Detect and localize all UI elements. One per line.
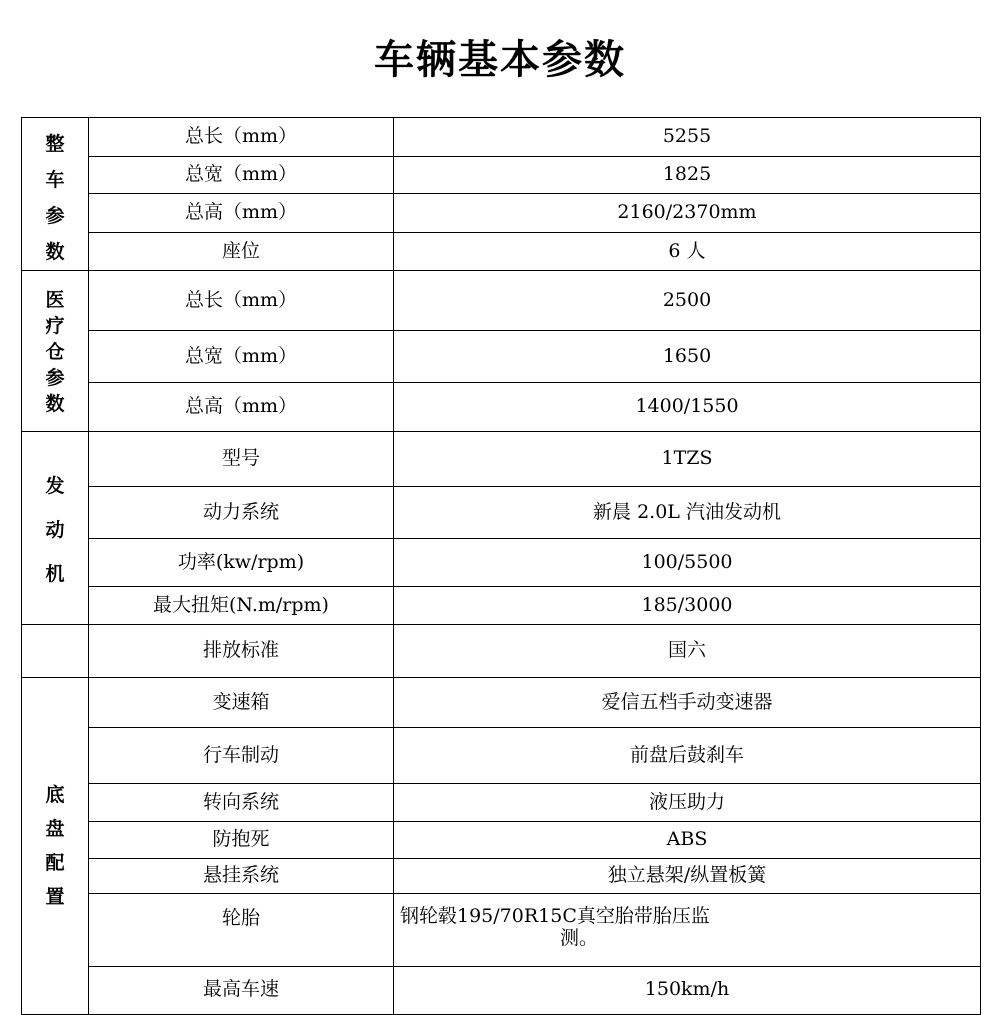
param-label: 座位 xyxy=(89,233,394,271)
param-label: 总宽（mm） xyxy=(89,157,394,194)
param-value: ABS xyxy=(394,822,981,859)
table-row xyxy=(22,678,981,728)
param-value: 5255 xyxy=(394,118,981,157)
category-label xyxy=(46,647,65,655)
param-value-line: 钢轮毂195/70R15C真空胎带胎压监 xyxy=(400,905,710,927)
table-row xyxy=(22,271,981,331)
param-value: 国六 xyxy=(394,625,981,678)
param-value: 150km/h xyxy=(394,967,981,1015)
spec-table xyxy=(21,117,981,1015)
param-label: 总长（mm） xyxy=(89,271,394,331)
param-label: 动力系统 xyxy=(89,487,394,539)
param-value: 爱信五档手动变速器 xyxy=(394,678,981,728)
table-row xyxy=(22,859,981,894)
param-label: 转向系统 xyxy=(89,784,394,822)
param-value: 新晨 2.0L 汽油发动机 xyxy=(394,487,981,539)
table-row xyxy=(22,118,981,157)
param-value: 185/3000 xyxy=(394,587,981,625)
category-cell-chassis xyxy=(22,678,89,1015)
param-value: 100/5500 xyxy=(394,539,981,587)
param-label: 总长（mm） xyxy=(89,118,394,157)
table-row xyxy=(22,539,981,587)
param-label: 排放标准 xyxy=(89,625,394,678)
param-value: 6 人 xyxy=(394,233,981,271)
param-value xyxy=(394,894,981,967)
category-cell-empty xyxy=(22,625,89,678)
param-label: 轮胎 xyxy=(89,894,394,967)
table-row xyxy=(22,157,981,194)
table-row xyxy=(22,331,981,383)
category-label: 整车参数 xyxy=(45,133,65,263)
param-value: 1825 xyxy=(394,157,981,194)
table-row xyxy=(22,894,981,967)
category-label: 底盘配置 xyxy=(45,784,65,908)
table-row xyxy=(22,625,981,678)
table-row xyxy=(22,194,981,233)
param-label: 总宽（mm） xyxy=(89,331,394,383)
param-label: 最大扭矩(N.m/rpm) xyxy=(89,587,394,625)
table-row xyxy=(22,432,981,487)
param-label: 行车制动 xyxy=(89,728,394,784)
param-label: 悬挂系统 xyxy=(89,859,394,894)
table-row xyxy=(22,728,981,784)
param-label: 最高车速 xyxy=(89,967,394,1015)
page-title: 车辆基本参数 xyxy=(374,37,626,83)
table-row xyxy=(22,587,981,625)
param-value: 液压助力 xyxy=(394,784,981,822)
param-label: 变速箱 xyxy=(89,678,394,728)
param-value: 2500 xyxy=(394,271,981,331)
table-row xyxy=(22,967,981,1015)
param-value: 前盘后鼓刹车 xyxy=(394,728,981,784)
param-label: 防抱死 xyxy=(89,822,394,859)
param-label: 总高（mm） xyxy=(89,383,394,432)
table-row xyxy=(22,383,981,432)
table-row xyxy=(22,233,981,271)
category-label: 发动机 xyxy=(45,475,65,585)
param-value: 1400/1550 xyxy=(394,383,981,432)
param-label: 总高（mm） xyxy=(89,194,394,233)
table-row xyxy=(22,784,981,822)
category-label: 医疗仓参数 xyxy=(45,289,65,415)
category-cell-engine xyxy=(22,432,89,625)
param-value-line: 测。 xyxy=(560,926,599,949)
param-value: 独立悬架/纵置板簧 xyxy=(394,859,981,894)
table-row xyxy=(22,487,981,539)
category-cell-cabin xyxy=(22,271,89,432)
param-value: 1650 xyxy=(394,331,981,383)
param-label: 型号 xyxy=(89,432,394,487)
param-value: 2160/2370mm xyxy=(394,194,981,233)
param-value: 1TZS xyxy=(394,432,981,487)
category-cell-vehicle xyxy=(22,118,89,271)
table-row xyxy=(22,822,981,859)
param-label: 功率(kw/rpm) xyxy=(89,539,394,587)
